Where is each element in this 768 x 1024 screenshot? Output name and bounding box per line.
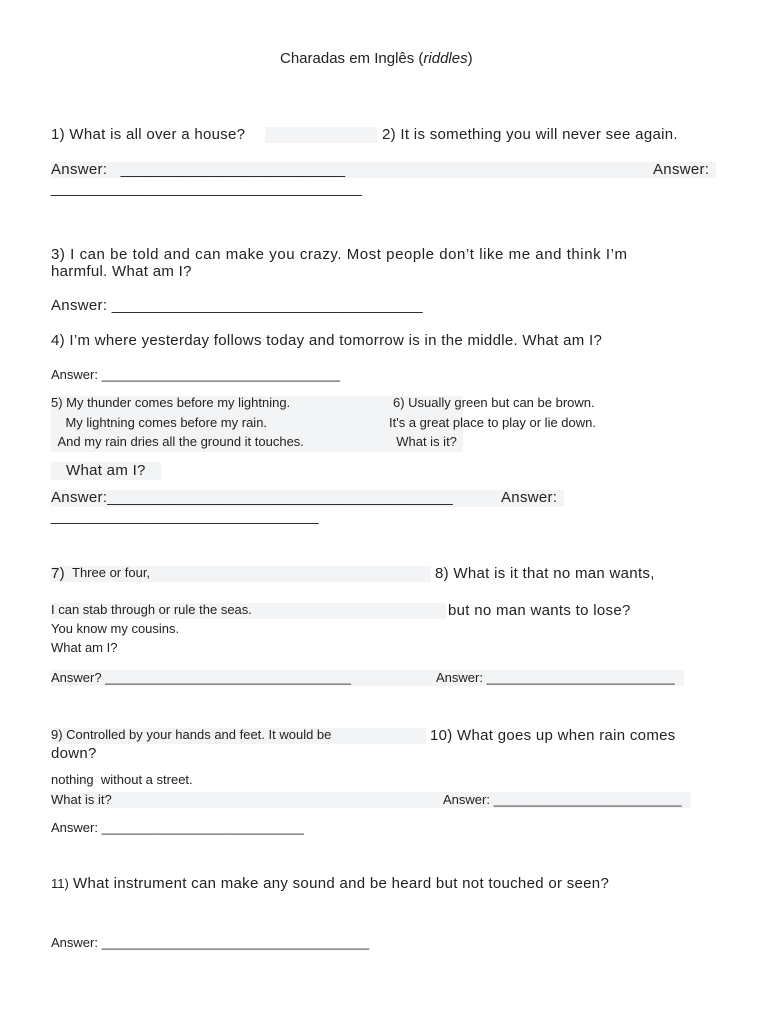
riddle-9-line2: nothing without a street. bbox=[51, 772, 193, 787]
riddle-7-line1: Three or four, bbox=[72, 565, 151, 580]
riddle-4: 4) I’m where yesterday follows today and tomorrow is in the middle. What am I? bbox=[51, 332, 603, 349]
riddle-6-line3: What is it? bbox=[389, 434, 457, 449]
riddle-5-line2: My lightning comes before my rain. bbox=[51, 415, 268, 430]
answer-2-label: Answer: bbox=[653, 161, 710, 178]
title-text: Charadas em Inglês ( bbox=[280, 50, 424, 67]
riddle-6-line2: It's a great place to play or lie down. bbox=[389, 415, 596, 430]
answer-6-line: _______________________________ bbox=[51, 508, 319, 525]
riddle-11-number: 11) bbox=[51, 876, 69, 891]
riddle-9-line3: What is it? bbox=[51, 792, 112, 807]
riddle-5-line3: And my rain dries all the ground it touches. bbox=[51, 434, 304, 449]
answer-1: Answer: __________________________ bbox=[51, 161, 346, 178]
answer-2-line: ____________________________________ bbox=[51, 180, 363, 197]
riddle-6-line1: 6) Usually green but can be brown. bbox=[393, 395, 595, 410]
riddle-7-number: 7) bbox=[51, 565, 65, 582]
answer-3: Answer: ____________________________________ bbox=[51, 297, 423, 314]
riddle-9-line1: 9) Controlled by your hands and feet. It would be bbox=[51, 727, 332, 742]
title-end: ) bbox=[467, 50, 473, 67]
riddle-2: 2) It is something you will never see again. bbox=[382, 126, 678, 143]
page-title bbox=[280, 50, 473, 67]
riddle-5-question: What am I? bbox=[66, 462, 146, 479]
answer-11: Answer: _____________________________________ bbox=[51, 935, 370, 950]
riddle-10-line2: down? bbox=[51, 745, 97, 762]
answer-5: Answer:________________________________________ bbox=[51, 489, 453, 506]
title-italic: riddles bbox=[423, 50, 468, 67]
riddle-1: 1) What is all over a house? bbox=[51, 126, 246, 143]
riddle-8-line1: 8) What is it that no man wants, bbox=[435, 565, 655, 582]
riddle-7-line4: What am I? bbox=[51, 640, 118, 655]
riddle-10-line1: 10) What goes up when rain comes bbox=[430, 727, 676, 744]
answer-10: Answer: __________________________ bbox=[443, 792, 682, 807]
answer-7: Answer? __________________________________ bbox=[51, 670, 352, 685]
highlight-band bbox=[265, 127, 377, 143]
riddle-3-line1: 3) I can be told and can make you crazy. Most people don’t like me and think I’m bbox=[51, 246, 628, 263]
riddle-7-line3: You know my cousins. bbox=[51, 621, 180, 636]
answer-8: Answer: __________________________ bbox=[436, 670, 675, 685]
answer-4: Answer: _________________________________ bbox=[51, 367, 341, 382]
riddle-7-line2: I can stab through or rule the seas. bbox=[51, 602, 252, 617]
riddle-5-line1: 5) My thunder comes before my lightning. bbox=[51, 395, 291, 410]
answer-6-label: Answer: bbox=[501, 489, 558, 506]
answer-9: Answer: ____________________________ bbox=[51, 820, 305, 835]
riddle-11: What instrument can make any sound and be heard but not touched or seen? bbox=[73, 875, 610, 892]
riddle-8-line2: but no man wants to lose? bbox=[448, 602, 631, 619]
riddle-3-line2: harmful. What am I? bbox=[51, 263, 192, 280]
